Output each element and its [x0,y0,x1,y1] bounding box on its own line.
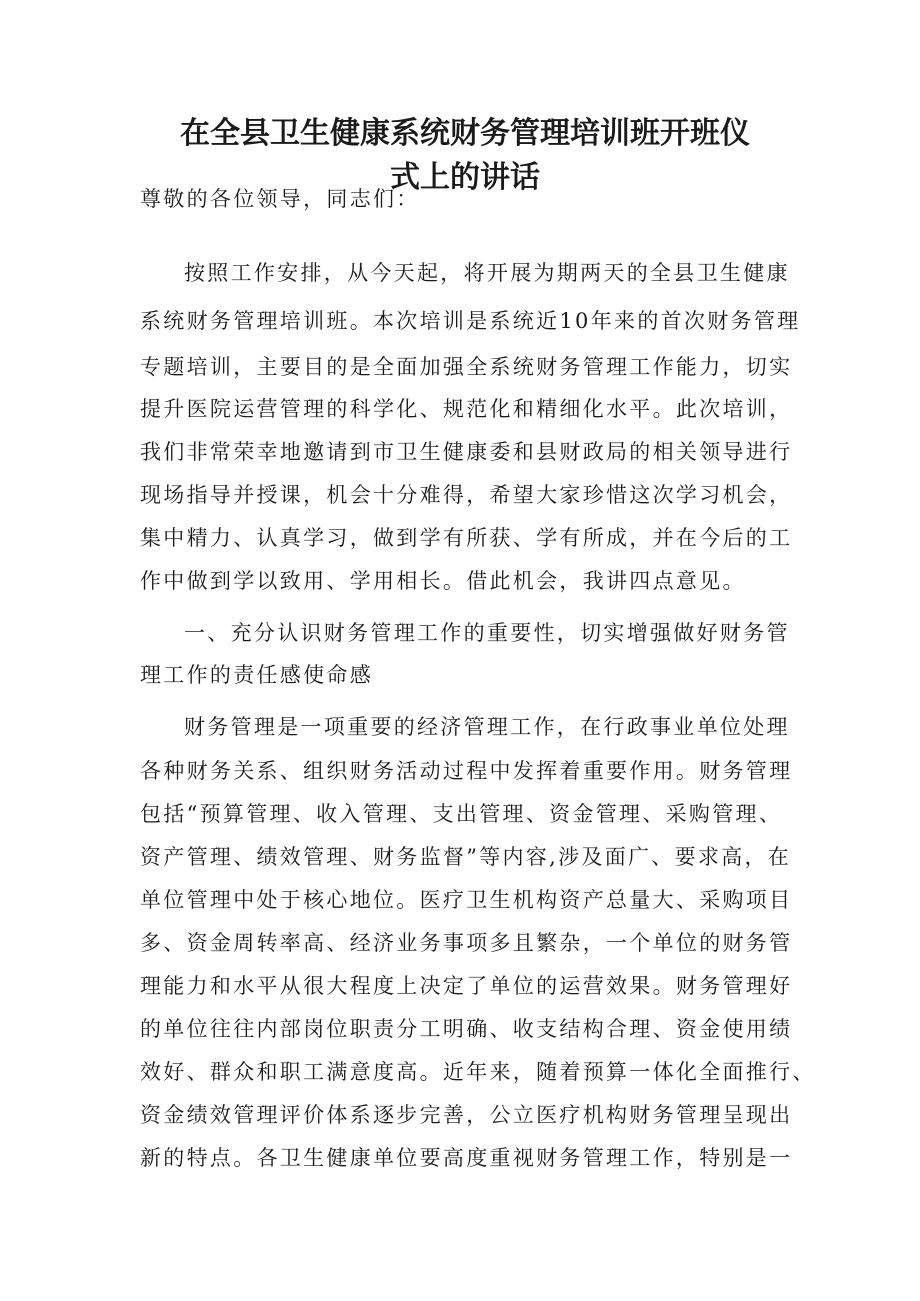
paragraph-2-line-3: 包括“预算管理、收入管理、支出管理、资金管理、采购管理、 [140,802,783,826]
document-title-line-1: 在全县卫生健康系统财务管理培训班开班仪 [180,116,750,151]
paragraph-2-line-8: 的单位往往内部岗位职责分工明确、收支结构合理、资金使用绩 [140,1017,793,1041]
paragraph-2-line-6: 多、资金周转率高、经济业务事项多且繁杂，一个单位的财务管 [140,931,793,955]
paragraph-1-line-8: 作中做到学以致用、学用相长。借此机会，我讲四点意见。 [140,569,746,593]
salutation: 尊敬的各位领导，同志们： [140,187,420,211]
paragraph-2-line-5: 单位管理中处于核心地位。医疗卫生机构资产总量大、采购项目 [140,888,793,912]
paragraph-1-line-5: 我们非常荣幸地邀请到市卫生健康委和县财政局的相关领导进行 [140,440,793,464]
paragraph-2-line-9: 效好、群众和职工满意度高。近年来，随着预算一体化全面推行、 [140,1060,816,1084]
paragraph-1-line-1: 按照工作安排，从今天起，将开展为期两天的全县卫生健康 [184,261,790,285]
document-title-line-2: 式上的讲话 [390,160,540,195]
paragraph-2-line-10: 资金绩效管理评价体系逐步完善，公立医疗机构财务管理呈现出 [140,1103,793,1127]
paragraph-1-line-4: 提升医院运营管理的科学化、规范化和精细化水平。此次培训， [140,397,793,421]
section-heading-1-line-1: 一、充分认识财务管理工作的重要性，切实增强做好财务管 [184,621,790,645]
paragraph-2-line-1: 财务管理是一项重要的经济管理工作，在行政事业单位处理 [184,715,790,739]
section-heading-1-line-2: 理工作的责任感使命感 [140,663,373,687]
paragraph-1-line-2: 系统财务管理培训班。本次培训是系统近10年来的首次财务管理 [140,309,801,333]
paragraph-1-line-7: 集中精力、认真学习，做到学有所获、学有所成，并在今后的工 [140,526,793,550]
paragraph-2-line-7: 理能力和水平从很大程度上决定了单位的运营效果。财务管理好 [140,974,793,998]
paragraph-2-line-4: 资产管理、绩效管理、财务监督”等内容,涉及面广、要求高，在 [140,845,792,869]
paragraph-1-line-3: 专题培训，主要目的是全面加强全系统财务管理工作能力，切实 [140,355,793,379]
paragraph-1-line-6: 现场指导并授课，机会十分难得，希望大家珍惜这次学习机会， [140,483,793,507]
paragraph-2-line-11: 新的特点。各卫生健康单位要高度重视财务管理工作，特别是一 [140,1146,793,1170]
paragraph-2-line-2: 各种财务关系、组织财务活动过程中发挥着重要作用。财务管理 [140,759,793,783]
